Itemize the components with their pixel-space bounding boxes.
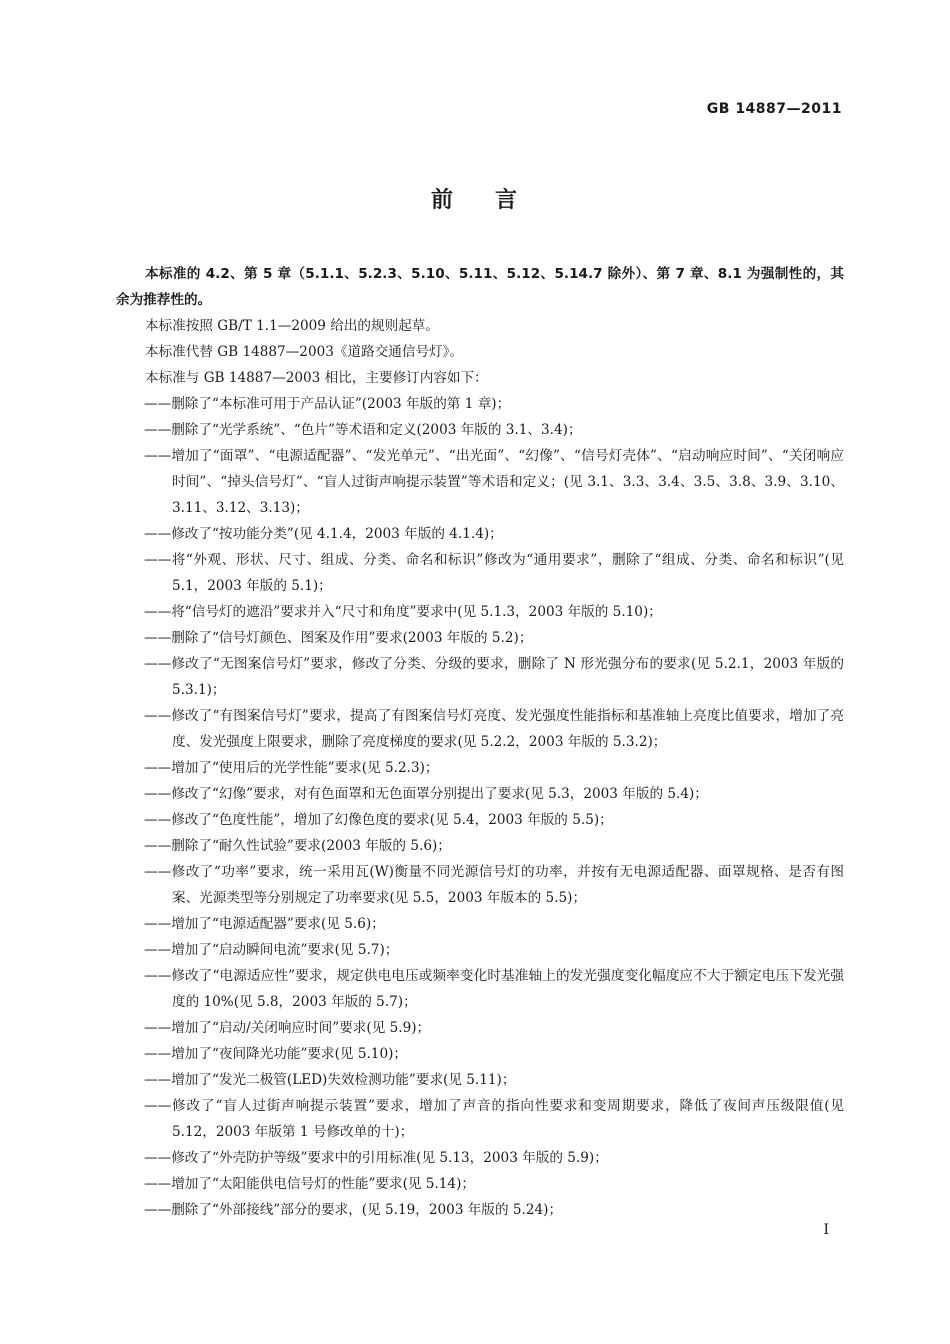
list-item: ——增加了“启动/关闭响应时间”要求(见 5.9)； bbox=[144, 1020, 431, 1036]
list-item: ——增加了“启动瞬间电流”要求(见 5.7)； bbox=[144, 942, 399, 958]
list-item: ——修改了“电源适应性”要求，规定供电电压或频率变化时基准轴上的发光强度变化幅度应不大于额定电压下发光强度的 10%(见 5.8，2003 年版的 5.7)； bbox=[144, 968, 844, 1010]
list-item: ——删除了“信号灯颜色、图案及作用”要求(2003 年版的 5.2)； bbox=[144, 630, 533, 646]
list-item: ——删除了“耐久性试验”要求(2003 年版的 5.6)； bbox=[144, 838, 451, 854]
list-item: ——修改了“盲人过街声响提示装置”要求，增加了声音的指向性要求和变周期要求，降低了夜间声压级限值(见 5.12，2003 年版第 1 号修改单的十)； bbox=[144, 1098, 844, 1140]
paragraph-mandatory-clauses: 本标准的 4.2、第 5 章（5.1.1、5.2.3、5.10、5.11、5.12、5.14.7 除外）、第 7 章、8.1 为强制性的，其余为推荐性的。 bbox=[116, 266, 844, 308]
list-item: ——修改了“无图案信号灯”要求，修改了分类、分级的要求，删除了 N 形光强分布的要求(见 5.2.1，2003 年版的 5.3.1)； bbox=[144, 656, 844, 698]
list-item: ——修改了“按功能分类”(见 4.1.4，2003 年版的 4.1.4)； bbox=[144, 526, 503, 542]
list-item: ——增加了“太阳能供电信号灯的性能”要求(见 5.14)； bbox=[144, 1176, 475, 1192]
list-item: ——删除了“光学系统”、“色片”等术语和定义(2003 年版的 3.1、3.4)； bbox=[144, 422, 582, 438]
list-item: ——修改了“外壳防护等级”要求中的引用标准(见 5.13，2003 年版的 5.9)； bbox=[144, 1150, 608, 1166]
title-char-1: 前 bbox=[430, 188, 455, 213]
list-item: ——增加了“使用后的光学性能”要求(见 5.2.3)； bbox=[144, 760, 439, 776]
paragraph-changes-intro: 本标准与 GB 14887—2003 相比，主要修订内容如下： bbox=[145, 370, 488, 386]
page-title bbox=[0, 183, 950, 214]
list-item: ——修改了“功率”要求，统一采用瓦(W)衡量不同光源信号灯的功率，并按有无电源适配器、面罩规格、是否有图案、光源类型等分别规定了功率要求(见 5.5，2003 年版本的 5.5)； bbox=[144, 864, 844, 906]
list-item: ——删除了“外部接线”部分的要求，(见 5.19，2003 年版的 5.24)； bbox=[144, 1202, 563, 1218]
list-item: ——增加了“电源适配器”要求(见 5.6)； bbox=[144, 916, 385, 932]
list-item: ——增加了“面罩”、“电源适配器”、“发光单元”、“出光面”、“幻像”、“信号灯壳体”、“启动响应时间”、“关闭响应时间”、“掉头信号灯”、“盲人过街声响提示装置”等术语和定义；(见 3.1、3.3、3.4、3.5、3.8、3.9、3.10、3.11、3.12、3.13)； bbox=[144, 448, 844, 516]
paragraph-replaces: 本标准代替 GB 14887—2003《道路交通信号灯》。 bbox=[145, 344, 464, 360]
document-body bbox=[116, 261, 844, 1223]
title-char-2: 言 bbox=[495, 188, 520, 213]
list-item: ——修改了“色度性能”，增加了幻像色度的要求(见 5.4，2003 年版的 5.5)； bbox=[144, 812, 613, 828]
paragraph-drafting-rules: 本标准按照 GB/T 1.1—2009 给出的规则起草。 bbox=[145, 318, 439, 334]
list-item: ——修改了“幻像”要求，对有色面罩和无色面罩分别提出了要求(见 5.3，2003 年版的 5.4)； bbox=[144, 786, 708, 802]
list-item: ——将“信号灯的遮沿”要求并入“尺寸和角度”要求中(见 5.1.3，2003 年版的 5.10)； bbox=[144, 604, 662, 620]
list-item: ——删除了“本标准可用于产品认证”(2003 年版的第 1 章)； bbox=[144, 396, 511, 412]
page-number: I bbox=[823, 1222, 829, 1238]
list-item: ——修改了“有图案信号灯”要求，提高了有图案信号灯亮度、发光强度性能指标和基准轴上亮度比值要求，增加了亮度、发光强度上限要求，删除了亮度梯度的要求(见 5.2.2，2003 年版的 5.3.2)； bbox=[144, 708, 844, 750]
standard-code: GB 14887—2011 bbox=[706, 101, 842, 117]
list-item: ——将“外观、形状、尺寸、组成、分类、命名和标识”修改为“通用要求”，删除了“组成、分类、命名和标识”(见 5.1，2003 年版的 5.1)； bbox=[144, 552, 844, 594]
change-list bbox=[116, 391, 844, 1223]
list-item: ——增加了“夜间降光功能”要求(见 5.10)； bbox=[144, 1046, 407, 1062]
list-item: ——增加了“发光二极管(LED)失效检测功能”要求(见 5.11)； bbox=[144, 1072, 516, 1088]
